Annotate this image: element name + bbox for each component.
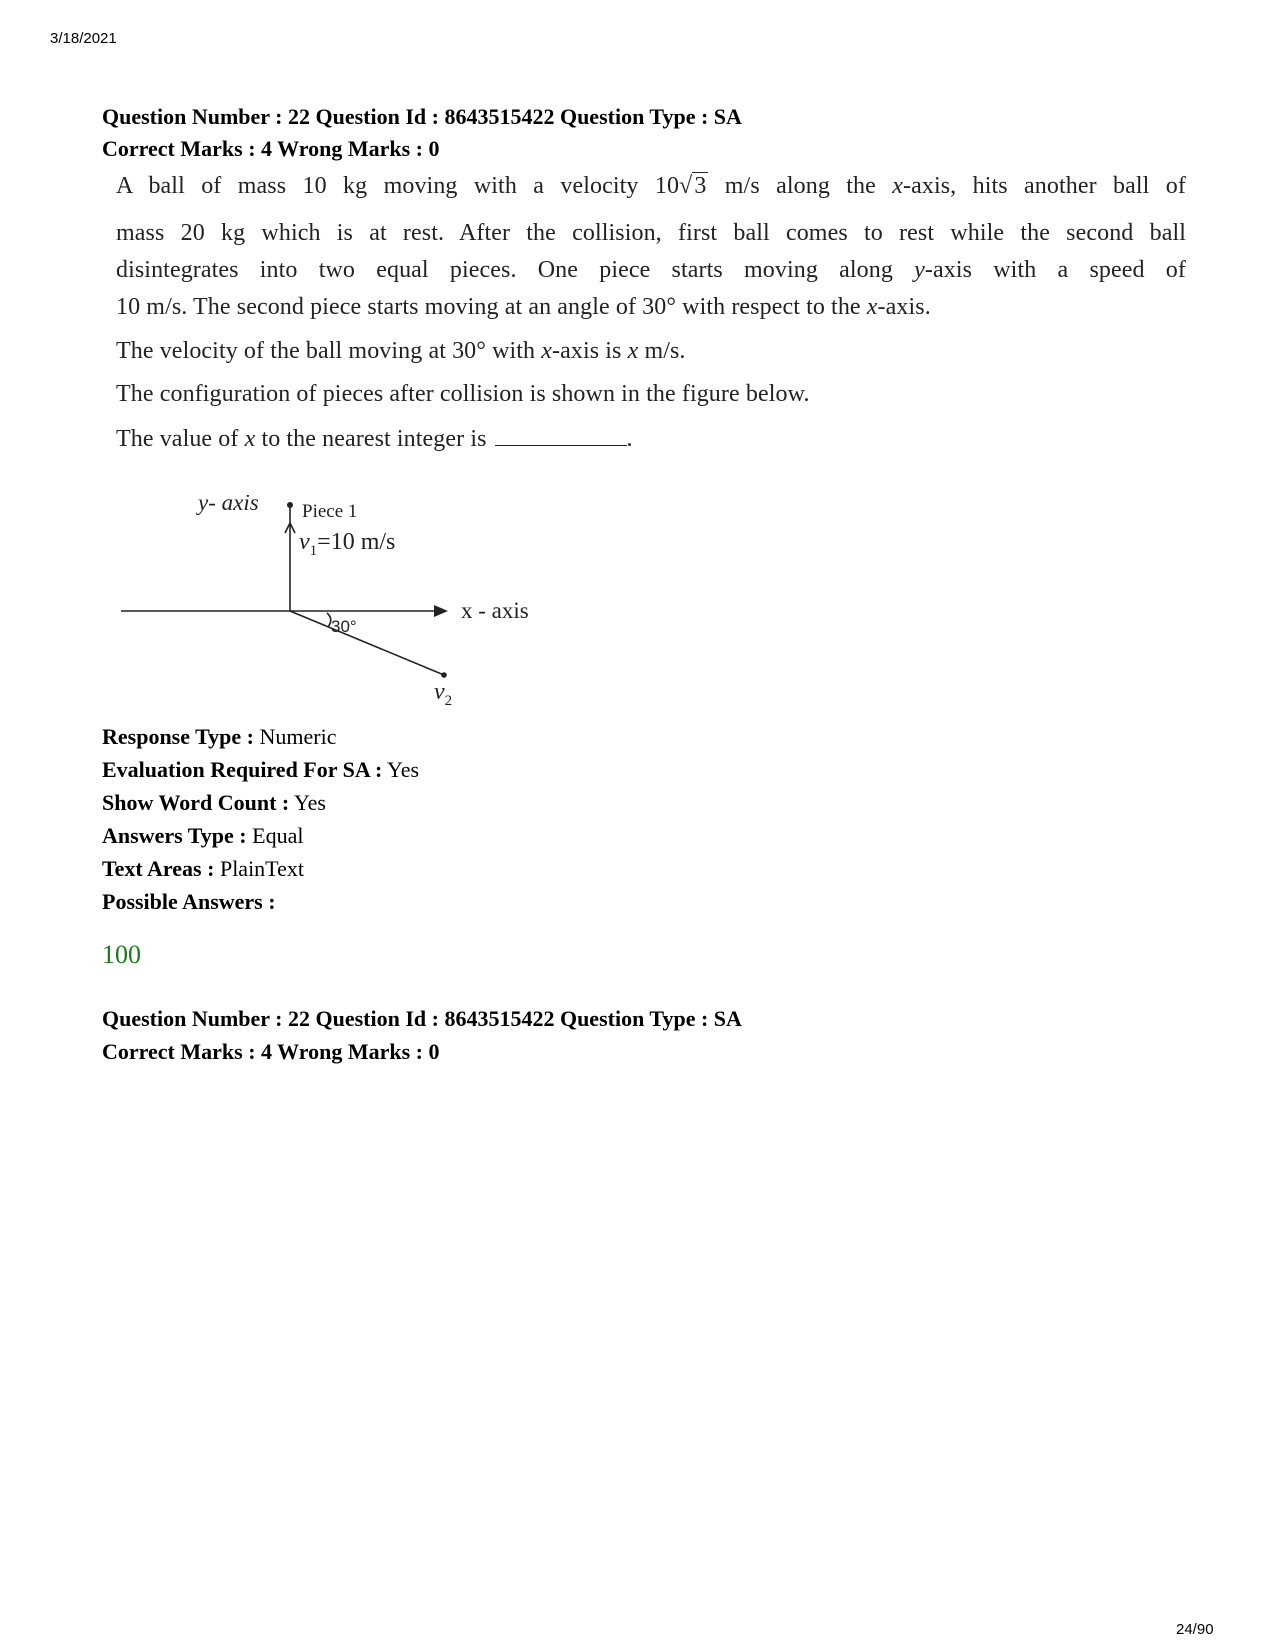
collision-diagram [116,495,576,705]
v2-label: $v_2$ [434,679,453,705]
question-line-5: The velocity of the ball moving at 30° with x-axis is x m/s. [116,338,686,364]
x-axis-arrowhead [434,605,448,617]
question-line-1: A ball of mass 10 kg moving with a velocity 10√3 m/s along the x-axis, hits another ball of [116,173,1186,199]
evaluation-required: Evaluation Required For SA : Yes [102,757,420,782]
possible-answers-label: Possible Answers : [102,889,276,914]
question-line-4: 10 m/s. The second piece starts moving at an angle of 30° with respect to the x-axis. [116,294,931,320]
v1-label: $v_1=10$ m/s [299,529,396,559]
question-line-3: disintegrates into two equal pieces. One piece starts moving along y-axis with a speed of [116,257,1186,283]
question-line-2: mass 20 kg which is at rest. After the collision, first ball comes to rest while the second ball [116,220,1186,246]
response-type: Response Type : Numeric [102,724,337,749]
possible-answer-value: 100 [102,940,141,969]
y-axis-label: y- axis [198,495,259,515]
question-line-6: The configuration of pieces after collision is shown in the figure below. [116,381,810,407]
marks-header: Correct Marks : 4 Wrong Marks : 0 [102,136,440,161]
next-marks-header: Correct Marks : 4 Wrong Marks : 0 [102,1039,440,1064]
answers-type: Answers Type : Equal [102,823,304,848]
question-header: Question Number : 22 Question Id : 8643515422 Question Type : SA [102,104,742,129]
velocity-value: 10√3 [654,173,707,199]
piece-1-label: Piece 1 [302,501,358,522]
print-date: 3/18/2021 [50,30,117,47]
next-question-header: Question Number : 22 Question Id : 8643515422 Question Type : SA [102,1006,742,1031]
page-number: 24/90 [1176,1621,1214,1638]
v2-line [290,611,444,675]
angle-label: 30° [331,617,357,636]
piece1-dot [287,502,293,508]
v2-dot [441,672,447,678]
answer-blank [495,425,627,446]
x-axis-label: x - axis [461,598,529,623]
question-line-7: The value of x to the nearest integer is . [116,426,633,452]
text-areas: Text Areas : PlainText [102,856,304,881]
show-word-count: Show Word Count : Yes [102,790,326,815]
